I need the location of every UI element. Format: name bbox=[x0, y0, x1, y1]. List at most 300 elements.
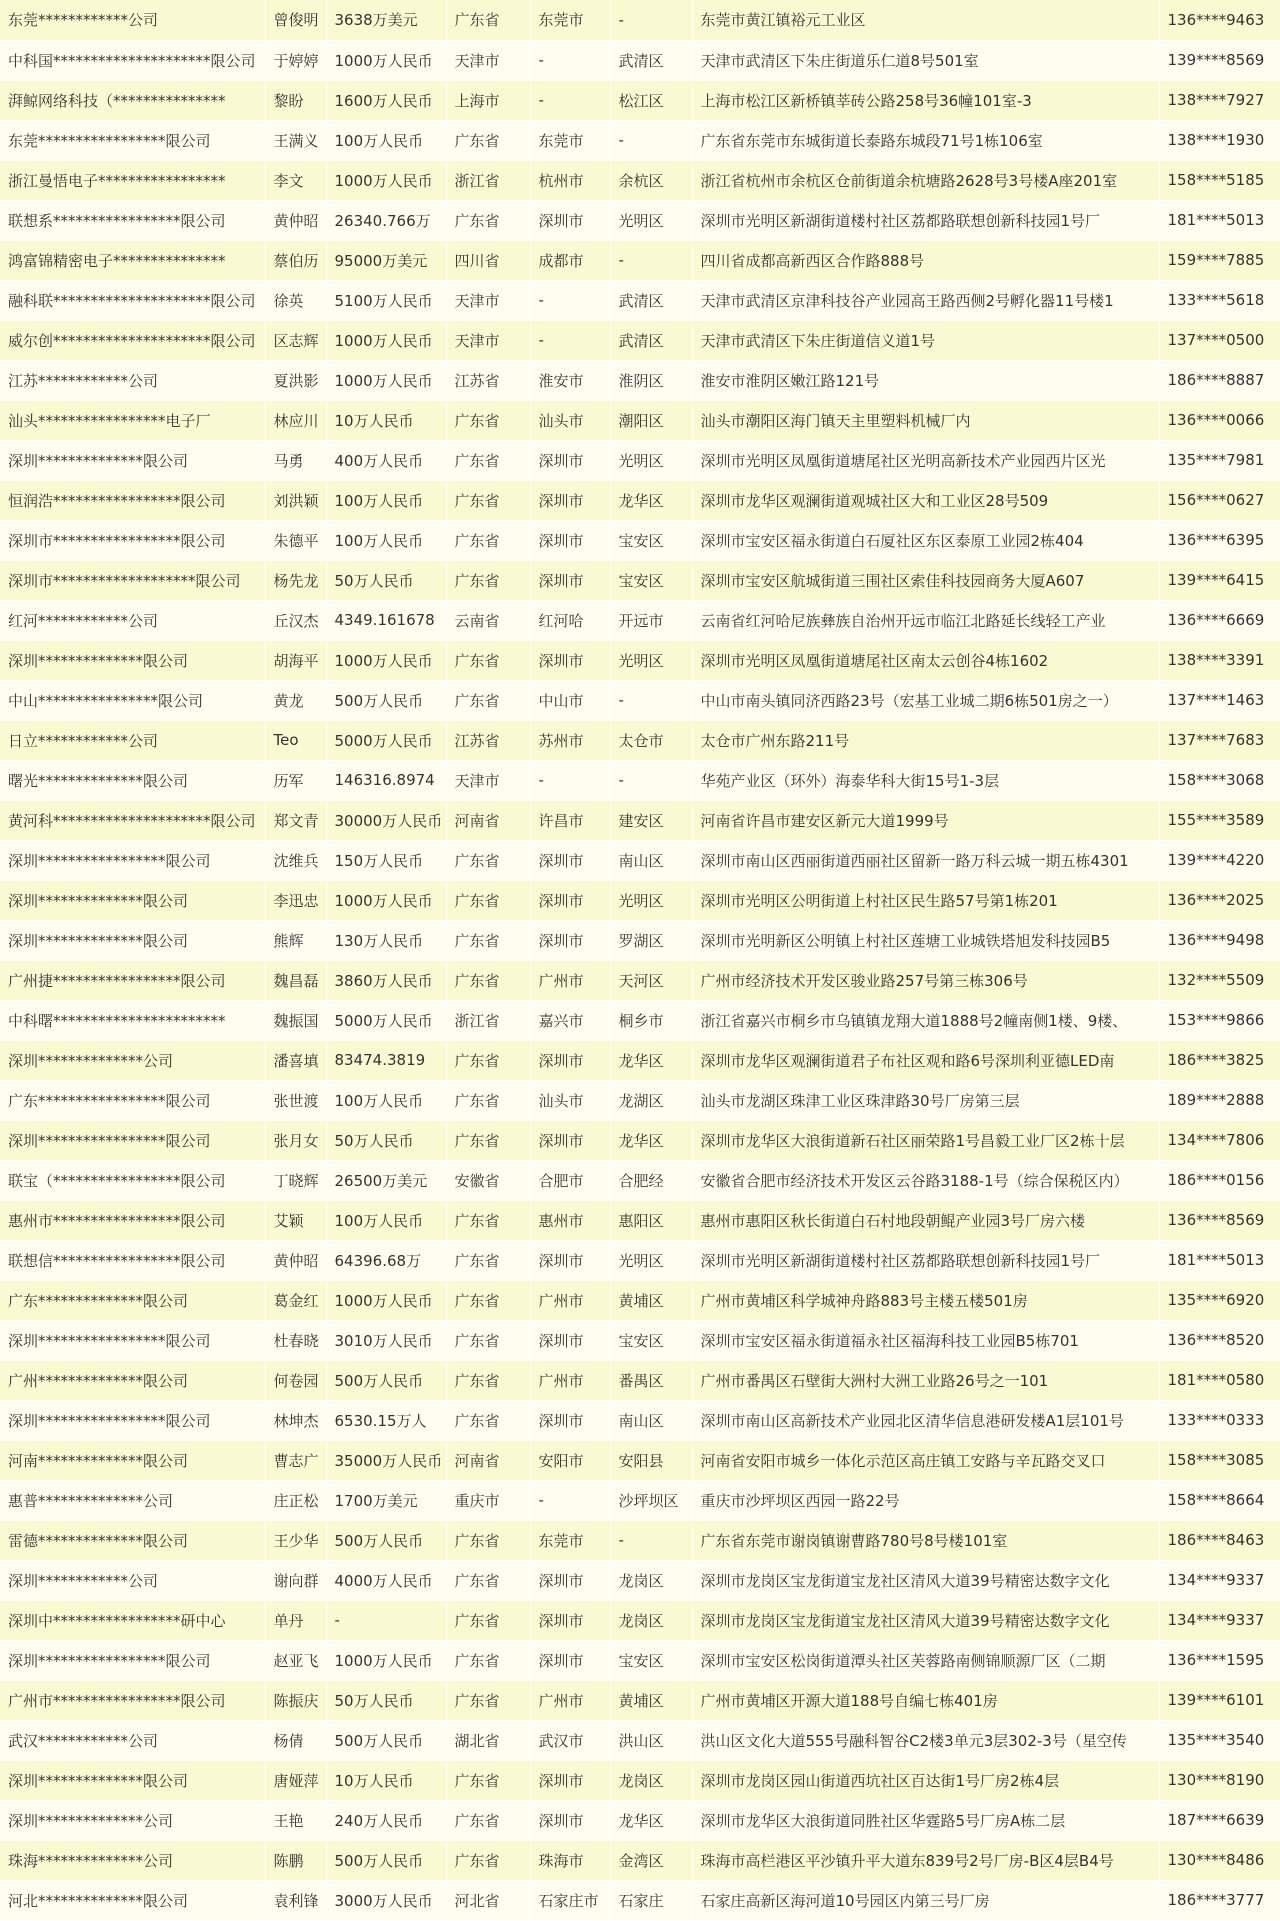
table-row bbox=[0, 1080, 1280, 1120]
province-cell: 广东省 bbox=[446, 880, 530, 920]
district-cell: 罗湖区 bbox=[610, 920, 692, 960]
company-name-cell: 广州市*****************限公司 bbox=[0, 1680, 265, 1720]
table-row bbox=[0, 1880, 1280, 1920]
registered-capital-cell: 500万人民币 bbox=[326, 1840, 446, 1880]
registered-capital-cell: 6530.15万人 bbox=[326, 1400, 446, 1440]
phone-cell: 139****8569 bbox=[1159, 40, 1280, 80]
province-cell: 天津市 bbox=[446, 760, 530, 800]
province-cell: 广东省 bbox=[446, 1120, 530, 1160]
contact-name-cell: 杜春晓 bbox=[265, 1320, 326, 1360]
phone-cell: 139****6415 bbox=[1159, 560, 1280, 600]
province-cell: 云南省 bbox=[446, 600, 530, 640]
table-row bbox=[0, 1320, 1280, 1360]
company-name-cell: 东莞*****************限公司 bbox=[0, 120, 265, 160]
district-cell: 宝安区 bbox=[610, 1320, 692, 1360]
table-row bbox=[0, 1000, 1280, 1040]
registered-capital-cell: 100万人民币 bbox=[326, 480, 446, 520]
registered-capital-cell: 64396.68万 bbox=[326, 1240, 446, 1280]
contact-name-cell: 袁利锋 bbox=[265, 1880, 326, 1920]
registered-capital-cell: 1600万人民币 bbox=[326, 80, 446, 120]
province-cell: 广东省 bbox=[446, 1400, 530, 1440]
company-name-cell: 深圳*****************限公司 bbox=[0, 1640, 265, 1680]
address-cell: 浙江省嘉兴市桐乡市乌镇镇龙翔大道1888号2幢南侧1楼、9楼、 bbox=[692, 1000, 1159, 1040]
province-cell: 广东省 bbox=[446, 1040, 530, 1080]
registered-capital-cell: 100万人民币 bbox=[326, 120, 446, 160]
address-cell: 深圳市南山区西丽街道西丽社区留新一路万科云城一期五栋4301 bbox=[692, 840, 1159, 880]
contact-name-cell: 张月女 bbox=[265, 1120, 326, 1160]
address-cell: 深圳市龙岗区宝龙街道宝龙社区清风大道39号精密达数字文化 bbox=[692, 1600, 1159, 1640]
district-cell: 龙华区 bbox=[610, 1800, 692, 1840]
company-name-cell: 深圳**************限公司 bbox=[0, 880, 265, 920]
address-cell: 深圳市龙华区观澜街道观城社区大和工业区28号509 bbox=[692, 480, 1159, 520]
registered-capital-cell: 100万人民币 bbox=[326, 520, 446, 560]
table-row bbox=[0, 280, 1280, 320]
province-cell: 广东省 bbox=[446, 1640, 530, 1680]
city-cell: 深圳市 bbox=[530, 1120, 610, 1160]
contact-name-cell: 艾颖 bbox=[265, 1200, 326, 1240]
company-name-cell: 深圳*****************限公司 bbox=[0, 840, 265, 880]
city-cell: 许昌市 bbox=[530, 800, 610, 840]
province-cell: 浙江省 bbox=[446, 1000, 530, 1040]
table-row bbox=[0, 840, 1280, 880]
company-name-cell: 深圳**************限公司 bbox=[0, 640, 265, 680]
company-name-cell: 恒润浩*****************限公司 bbox=[0, 480, 265, 520]
registered-capital-cell: 50万人民币 bbox=[326, 560, 446, 600]
table-row bbox=[0, 1840, 1280, 1880]
city-cell: 红河哈 bbox=[530, 600, 610, 640]
phone-cell: 136****9498 bbox=[1159, 920, 1280, 960]
phone-cell: 139****4220 bbox=[1159, 840, 1280, 880]
company-name-cell: 黄河科*********************限公司 bbox=[0, 800, 265, 840]
company-name-cell: 深圳**************限公司 bbox=[0, 1760, 265, 1800]
city-cell: 惠州市 bbox=[530, 1200, 610, 1240]
address-cell: 石家庄高新区海河道10号园区内第三号厂房 bbox=[692, 1880, 1159, 1920]
registered-capital-cell: 3638万美元 bbox=[326, 0, 446, 40]
registered-capital-cell: 1000万人民币 bbox=[326, 1640, 446, 1680]
registered-capital-cell: 1000万人民币 bbox=[326, 320, 446, 360]
district-cell: 南山区 bbox=[610, 840, 692, 880]
province-cell: 广东省 bbox=[446, 1680, 530, 1720]
province-cell: 广东省 bbox=[446, 1200, 530, 1240]
address-cell: 深圳市宝安区福永街道白石厦社区东区泰原工业园2栋404 bbox=[692, 520, 1159, 560]
district-cell: 余杭区 bbox=[610, 160, 692, 200]
province-cell: 广东省 bbox=[446, 1600, 530, 1640]
registered-capital-cell: 1000万人民币 bbox=[326, 40, 446, 80]
phone-cell: 187****6639 bbox=[1159, 1800, 1280, 1840]
table-row bbox=[0, 1800, 1280, 1840]
contact-name-cell: 徐英 bbox=[265, 280, 326, 320]
address-cell: 深圳市光明区新湖街道楼村社区荔都路联想创新科技园1号厂 bbox=[692, 200, 1159, 240]
registered-capital-cell: 50万人民币 bbox=[326, 1120, 446, 1160]
company-name-cell: 鸿富锦精密电子*************** bbox=[0, 240, 265, 280]
registered-capital-cell: 35000万人民币 bbox=[326, 1440, 446, 1480]
registered-capital-cell: - bbox=[326, 1600, 446, 1640]
province-cell: 广东省 bbox=[446, 640, 530, 680]
phone-cell: 136****8520 bbox=[1159, 1320, 1280, 1360]
contact-name-cell: 丘汉杰 bbox=[265, 600, 326, 640]
phone-cell: 186****0156 bbox=[1159, 1160, 1280, 1200]
company-name-cell: 曙光**************限公司 bbox=[0, 760, 265, 800]
contact-name-cell: 黄仲昭 bbox=[265, 200, 326, 240]
phone-cell: 136****9463 bbox=[1159, 0, 1280, 40]
province-cell: 广东省 bbox=[446, 920, 530, 960]
district-cell: - bbox=[610, 760, 692, 800]
district-cell: 宝安区 bbox=[610, 560, 692, 600]
registered-capital-cell: 100万人民币 bbox=[326, 1080, 446, 1120]
address-cell: 广州市经济技术开发区骏业路257号第三栋306号 bbox=[692, 960, 1159, 1000]
address-cell: 广州市黄埔区开源大道188号自编七栋401房 bbox=[692, 1680, 1159, 1720]
city-cell: 广州市 bbox=[530, 1680, 610, 1720]
city-cell: - bbox=[530, 1480, 610, 1520]
company-name-cell: 广东**************限公司 bbox=[0, 1280, 265, 1320]
district-cell: 黄埔区 bbox=[610, 1680, 692, 1720]
province-cell: 广东省 bbox=[446, 1080, 530, 1120]
province-cell: 上海市 bbox=[446, 80, 530, 120]
district-cell: 龙湖区 bbox=[610, 1080, 692, 1120]
contact-name-cell: 夏洪影 bbox=[265, 360, 326, 400]
registered-capital-cell: 83474.3819 bbox=[326, 1040, 446, 1080]
district-cell: - bbox=[610, 120, 692, 160]
address-cell: 河南省安阳市城乡一体化示范区高庄镇工安路与辛瓦路交叉口 bbox=[692, 1440, 1159, 1480]
table-row bbox=[0, 760, 1280, 800]
contact-name-cell: Teo bbox=[265, 720, 326, 760]
table-row bbox=[0, 1720, 1280, 1760]
registered-capital-cell: 1000万人民币 bbox=[326, 640, 446, 680]
registered-capital-cell: 4000万人民币 bbox=[326, 1560, 446, 1600]
registered-capital-cell: 3860万人民币 bbox=[326, 960, 446, 1000]
city-cell: 杭州市 bbox=[530, 160, 610, 200]
address-cell: 广州市番禺区石壁街大洲村大洲工业路26号之一101 bbox=[692, 1360, 1159, 1400]
city-cell: 深圳市 bbox=[530, 1640, 610, 1680]
phone-cell: 134****7806 bbox=[1159, 1120, 1280, 1160]
registered-capital-cell: 5000万人民币 bbox=[326, 720, 446, 760]
province-cell: 广东省 bbox=[446, 520, 530, 560]
phone-cell: 155****3589 bbox=[1159, 800, 1280, 840]
table-row bbox=[0, 400, 1280, 440]
district-cell: 安阳县 bbox=[610, 1440, 692, 1480]
table-row bbox=[0, 560, 1280, 600]
city-cell: 深圳市 bbox=[530, 640, 610, 680]
province-cell: 广东省 bbox=[446, 400, 530, 440]
city-cell: 苏州市 bbox=[530, 720, 610, 760]
table-row bbox=[0, 1560, 1280, 1600]
contact-name-cell: 马勇 bbox=[265, 440, 326, 480]
company-name-cell: 深圳中*****************研中心 bbox=[0, 1600, 265, 1640]
phone-cell: 138****1930 bbox=[1159, 120, 1280, 160]
address-cell: 四川省成都高新西区合作路888号 bbox=[692, 240, 1159, 280]
phone-cell: 139****6101 bbox=[1159, 1680, 1280, 1720]
province-cell: 广东省 bbox=[446, 120, 530, 160]
contact-name-cell: 熊辉 bbox=[265, 920, 326, 960]
address-cell: 浙江省杭州市余杭区仓前街道余杭塘路2628号3号楼A座201室 bbox=[692, 160, 1159, 200]
address-cell: 安徽省合肥市经济技术开发区云谷路3188-1号（综合保税区内） bbox=[692, 1160, 1159, 1200]
contact-name-cell: 单丹 bbox=[265, 1600, 326, 1640]
district-cell: 南山区 bbox=[610, 1400, 692, 1440]
registered-capital-cell: 10万人民币 bbox=[326, 1760, 446, 1800]
district-cell: 龙岗区 bbox=[610, 1760, 692, 1800]
company-name-cell: 汕头*****************电子厂 bbox=[0, 400, 265, 440]
phone-cell: 136****6669 bbox=[1159, 600, 1280, 640]
district-cell: 武清区 bbox=[610, 280, 692, 320]
city-cell: 深圳市 bbox=[530, 1320, 610, 1360]
company-name-cell: 日立************公司 bbox=[0, 720, 265, 760]
table-row bbox=[0, 1280, 1280, 1320]
registered-capital-cell: 26340.766万 bbox=[326, 200, 446, 240]
city-cell: 淮安市 bbox=[530, 360, 610, 400]
city-cell: 深圳市 bbox=[530, 880, 610, 920]
address-cell: 东莞市黄江镇裕元工业区 bbox=[692, 0, 1159, 40]
city-cell: - bbox=[530, 40, 610, 80]
province-cell: 广东省 bbox=[446, 560, 530, 600]
phone-cell: 136****8569 bbox=[1159, 1200, 1280, 1240]
company-name-cell: 融科联*********************限公司 bbox=[0, 280, 265, 320]
phone-cell: 135****3540 bbox=[1159, 1720, 1280, 1760]
registered-capital-cell: 500万人民币 bbox=[326, 1720, 446, 1760]
table-row bbox=[0, 600, 1280, 640]
company-name-cell: 广东*****************限公司 bbox=[0, 1080, 265, 1120]
district-cell: 光明区 bbox=[610, 440, 692, 480]
city-cell: 嘉兴市 bbox=[530, 1000, 610, 1040]
address-cell: 深圳市宝安区航城街道三围社区索佳科技园商务大厦A607 bbox=[692, 560, 1159, 600]
contact-name-cell: 张世渡 bbox=[265, 1080, 326, 1120]
company-name-cell: 湃鲸网络科技（*************** bbox=[0, 80, 265, 120]
province-cell: 河北省 bbox=[446, 1880, 530, 1920]
contact-name-cell: 谢向群 bbox=[265, 1560, 326, 1600]
contact-name-cell: 陈鹏 bbox=[265, 1840, 326, 1880]
phone-cell: 134****9337 bbox=[1159, 1600, 1280, 1640]
phone-cell: 134****9337 bbox=[1159, 1560, 1280, 1600]
district-cell: 龙华区 bbox=[610, 1040, 692, 1080]
contact-name-cell: 陈振庆 bbox=[265, 1680, 326, 1720]
table-row bbox=[0, 160, 1280, 200]
city-cell: 深圳市 bbox=[530, 200, 610, 240]
company-name-cell: 东莞************公司 bbox=[0, 0, 265, 40]
address-cell: 河南省许昌市建安区新元大道1999号 bbox=[692, 800, 1159, 840]
registered-capital-cell: 500万人民币 bbox=[326, 680, 446, 720]
registered-capital-cell: 100万人民币 bbox=[326, 1200, 446, 1240]
province-cell: 四川省 bbox=[446, 240, 530, 280]
table-row bbox=[0, 1600, 1280, 1640]
address-cell: 深圳市龙华区大浪街道新石社区丽荣路1号昌毅工业厂区2栋十层 bbox=[692, 1120, 1159, 1160]
contact-name-cell: 魏昌磊 bbox=[265, 960, 326, 1000]
company-name-cell: 浙江曼悟电子***************** bbox=[0, 160, 265, 200]
address-cell: 惠州市惠阳区秋长街道白石村地段朝鲲产业园3号厂房六楼 bbox=[692, 1200, 1159, 1240]
company-name-cell: 深圳************公司 bbox=[0, 1560, 265, 1600]
district-cell: 光明区 bbox=[610, 880, 692, 920]
table-row bbox=[0, 480, 1280, 520]
phone-cell: 130****8486 bbox=[1159, 1840, 1280, 1880]
phone-cell: 137****7683 bbox=[1159, 720, 1280, 760]
phone-cell: 181****5013 bbox=[1159, 200, 1280, 240]
district-cell: 宝安区 bbox=[610, 520, 692, 560]
district-cell: 光明区 bbox=[610, 200, 692, 240]
address-cell: 广州市黄埔区科学城神舟路883号主楼五楼501房 bbox=[692, 1280, 1159, 1320]
phone-cell: 186****8463 bbox=[1159, 1520, 1280, 1560]
table-row bbox=[0, 0, 1280, 40]
city-cell: 中山市 bbox=[530, 680, 610, 720]
registered-capital-cell: 1000万人民币 bbox=[326, 160, 446, 200]
city-cell: - bbox=[530, 760, 610, 800]
contact-name-cell: 潘喜填 bbox=[265, 1040, 326, 1080]
table-row bbox=[0, 680, 1280, 720]
phone-cell: 136****0066 bbox=[1159, 400, 1280, 440]
phone-cell: 181****0580 bbox=[1159, 1360, 1280, 1400]
phone-cell: 186****8887 bbox=[1159, 360, 1280, 400]
phone-cell: 158****5185 bbox=[1159, 160, 1280, 200]
province-cell: 广东省 bbox=[446, 1280, 530, 1320]
district-cell: - bbox=[610, 240, 692, 280]
province-cell: 天津市 bbox=[446, 40, 530, 80]
contact-name-cell: 王少华 bbox=[265, 1520, 326, 1560]
city-cell: 东莞市 bbox=[530, 120, 610, 160]
company-name-cell: 深圳**************公司 bbox=[0, 1800, 265, 1840]
province-cell: 广东省 bbox=[446, 1840, 530, 1880]
address-cell: 天津市武清区下朱庄街道信义道1号 bbox=[692, 320, 1159, 360]
province-cell: 河南省 bbox=[446, 1440, 530, 1480]
contact-name-cell: 林应川 bbox=[265, 400, 326, 440]
company-name-cell: 河北**************限公司 bbox=[0, 1880, 265, 1920]
contact-name-cell: 区志辉 bbox=[265, 320, 326, 360]
company-name-cell: 联想信*****************限公司 bbox=[0, 1240, 265, 1280]
phone-cell: 136****6395 bbox=[1159, 520, 1280, 560]
table-row bbox=[0, 440, 1280, 480]
city-cell: 深圳市 bbox=[530, 1040, 610, 1080]
contact-name-cell: 葛金红 bbox=[265, 1280, 326, 1320]
district-cell: - bbox=[610, 0, 692, 40]
contact-name-cell: 王满义 bbox=[265, 120, 326, 160]
registered-capital-cell: 130万人民币 bbox=[326, 920, 446, 960]
registered-capital-cell: 5100万人民币 bbox=[326, 280, 446, 320]
city-cell: 深圳市 bbox=[530, 520, 610, 560]
district-cell: 合肥经 bbox=[610, 1160, 692, 1200]
contact-name-cell: 杨倩 bbox=[265, 1720, 326, 1760]
city-cell: 深圳市 bbox=[530, 1800, 610, 1840]
district-cell: 桐乡市 bbox=[610, 1000, 692, 1040]
table-row bbox=[0, 120, 1280, 160]
table-row bbox=[0, 40, 1280, 80]
district-cell: 金湾区 bbox=[610, 1840, 692, 1880]
province-cell: 重庆市 bbox=[446, 1480, 530, 1520]
district-cell: 宝安区 bbox=[610, 1640, 692, 1680]
contact-name-cell: 历军 bbox=[265, 760, 326, 800]
registered-capital-cell: 3010万人民币 bbox=[326, 1320, 446, 1360]
district-cell: 松江区 bbox=[610, 80, 692, 120]
province-cell: 广东省 bbox=[446, 1360, 530, 1400]
district-cell: 石家庄 bbox=[610, 1880, 692, 1920]
address-cell: 洪山区文化大道555号融科智谷C2楼3单元3层302-3号（星空传 bbox=[692, 1720, 1159, 1760]
province-cell: 广东省 bbox=[446, 480, 530, 520]
contact-name-cell: 唐娅萍 bbox=[265, 1760, 326, 1800]
table-row bbox=[0, 720, 1280, 760]
address-cell: 太仓市广州东路211号 bbox=[692, 720, 1159, 760]
registered-capital-cell: 1000万人民币 bbox=[326, 880, 446, 920]
province-cell: 广东省 bbox=[446, 1560, 530, 1600]
city-cell: 珠海市 bbox=[530, 1840, 610, 1880]
city-cell: 汕头市 bbox=[530, 400, 610, 440]
contact-name-cell: 黄仲昭 bbox=[265, 1240, 326, 1280]
address-cell: 珠海市高栏港区平沙镇升平大道东839号2号厂房-B区4层B4号 bbox=[692, 1840, 1159, 1880]
table-row bbox=[0, 240, 1280, 280]
address-cell: 天津市武清区京津科技谷产业园高王路西侧2号孵化器11号楼1 bbox=[692, 280, 1159, 320]
registered-capital-cell: 3000万人民币 bbox=[326, 1880, 446, 1920]
province-cell: 河南省 bbox=[446, 800, 530, 840]
table-row bbox=[0, 1160, 1280, 1200]
province-cell: 广东省 bbox=[446, 1760, 530, 1800]
phone-cell: 156****0627 bbox=[1159, 480, 1280, 520]
city-cell: 东莞市 bbox=[530, 0, 610, 40]
phone-cell: 158****3068 bbox=[1159, 760, 1280, 800]
city-cell: 安阳市 bbox=[530, 1440, 610, 1480]
table-row bbox=[0, 1040, 1280, 1080]
phone-cell: 181****5013 bbox=[1159, 1240, 1280, 1280]
district-cell: - bbox=[610, 680, 692, 720]
province-cell: 安徽省 bbox=[446, 1160, 530, 1200]
address-cell: 深圳市光明区凤凰街道塘尾社区南太云创谷4栋1602 bbox=[692, 640, 1159, 680]
phone-cell: 130****8190 bbox=[1159, 1760, 1280, 1800]
district-cell: 天河区 bbox=[610, 960, 692, 1000]
registered-capital-cell: 5000万人民币 bbox=[326, 1000, 446, 1040]
table-row bbox=[0, 320, 1280, 360]
address-cell: 华苑产业区（环外）海泰华科大街15号1-3层 bbox=[692, 760, 1159, 800]
company-name-cell: 深圳市*****************限公司 bbox=[0, 520, 265, 560]
city-cell: 深圳市 bbox=[530, 1400, 610, 1440]
contact-name-cell: 郑文青 bbox=[265, 800, 326, 840]
table-row bbox=[0, 920, 1280, 960]
address-cell: 深圳市光明区新湖街道楼村社区荔都路联想创新科技园1号厂 bbox=[692, 1240, 1159, 1280]
table-row bbox=[0, 640, 1280, 680]
province-cell: 广东省 bbox=[446, 960, 530, 1000]
city-cell: 武汉市 bbox=[530, 1720, 610, 1760]
province-cell: 广东省 bbox=[446, 840, 530, 880]
address-cell: 深圳市龙岗区宝龙街道宝龙社区清风大道39号精密达数字文化 bbox=[692, 1560, 1159, 1600]
company-name-cell: 河南**************限公司 bbox=[0, 1440, 265, 1480]
phone-cell: 159****7885 bbox=[1159, 240, 1280, 280]
registered-capital-cell: 1000万人民币 bbox=[326, 360, 446, 400]
province-cell: 广东省 bbox=[446, 1240, 530, 1280]
address-cell: 深圳市光明新区公明镇上村社区莲塘工业城铁塔旭发科技园B5 bbox=[692, 920, 1159, 960]
city-cell: 合肥市 bbox=[530, 1160, 610, 1200]
district-cell: 武清区 bbox=[610, 40, 692, 80]
address-cell: 深圳市光明区凤凰街道塘尾社区光明高新技术产业园西片区光 bbox=[692, 440, 1159, 480]
address-cell: 广东省东莞市东城街道长泰路东城段71号1栋106室 bbox=[692, 120, 1159, 160]
table-row bbox=[0, 800, 1280, 840]
address-cell: 汕头市潮阳区海门镇天主里塑料机械厂内 bbox=[692, 400, 1159, 440]
district-cell: 开远市 bbox=[610, 600, 692, 640]
phone-cell: 133****0333 bbox=[1159, 1400, 1280, 1440]
phone-cell: 137****0500 bbox=[1159, 320, 1280, 360]
address-cell: 深圳市光明区公明街道上村社区民生路57号第1栋201 bbox=[692, 880, 1159, 920]
district-cell: 沙坪坝区 bbox=[610, 1480, 692, 1520]
district-cell: 龙华区 bbox=[610, 480, 692, 520]
address-cell: 深圳市宝安区松岗街道潭头社区芙蓉路南侧锦顺源厂区（二期 bbox=[692, 1640, 1159, 1680]
company-name-cell: 中科曙*********************** bbox=[0, 1000, 265, 1040]
registered-capital-cell: 30000万人民币 bbox=[326, 800, 446, 840]
address-cell: 汕头市龙湖区珠津工业区珠津路30号厂房第三层 bbox=[692, 1080, 1159, 1120]
table-row bbox=[0, 200, 1280, 240]
city-cell: - bbox=[530, 280, 610, 320]
phone-cell: 186****3825 bbox=[1159, 1040, 1280, 1080]
address-cell: 云南省红河哈尼族彝族自治州开远市临江北路延长线轻工产业 bbox=[692, 600, 1159, 640]
registered-capital-cell: 1000万人民币 bbox=[326, 1280, 446, 1320]
registered-capital-cell: 10万人民币 bbox=[326, 400, 446, 440]
registered-capital-cell: 500万人民币 bbox=[326, 1520, 446, 1560]
district-cell: 惠阳区 bbox=[610, 1200, 692, 1240]
company-name-cell: 威尔创*********************限公司 bbox=[0, 320, 265, 360]
table-row bbox=[0, 520, 1280, 560]
city-cell: 深圳市 bbox=[530, 480, 610, 520]
district-cell: 光明区 bbox=[610, 640, 692, 680]
city-cell: 深圳市 bbox=[530, 440, 610, 480]
